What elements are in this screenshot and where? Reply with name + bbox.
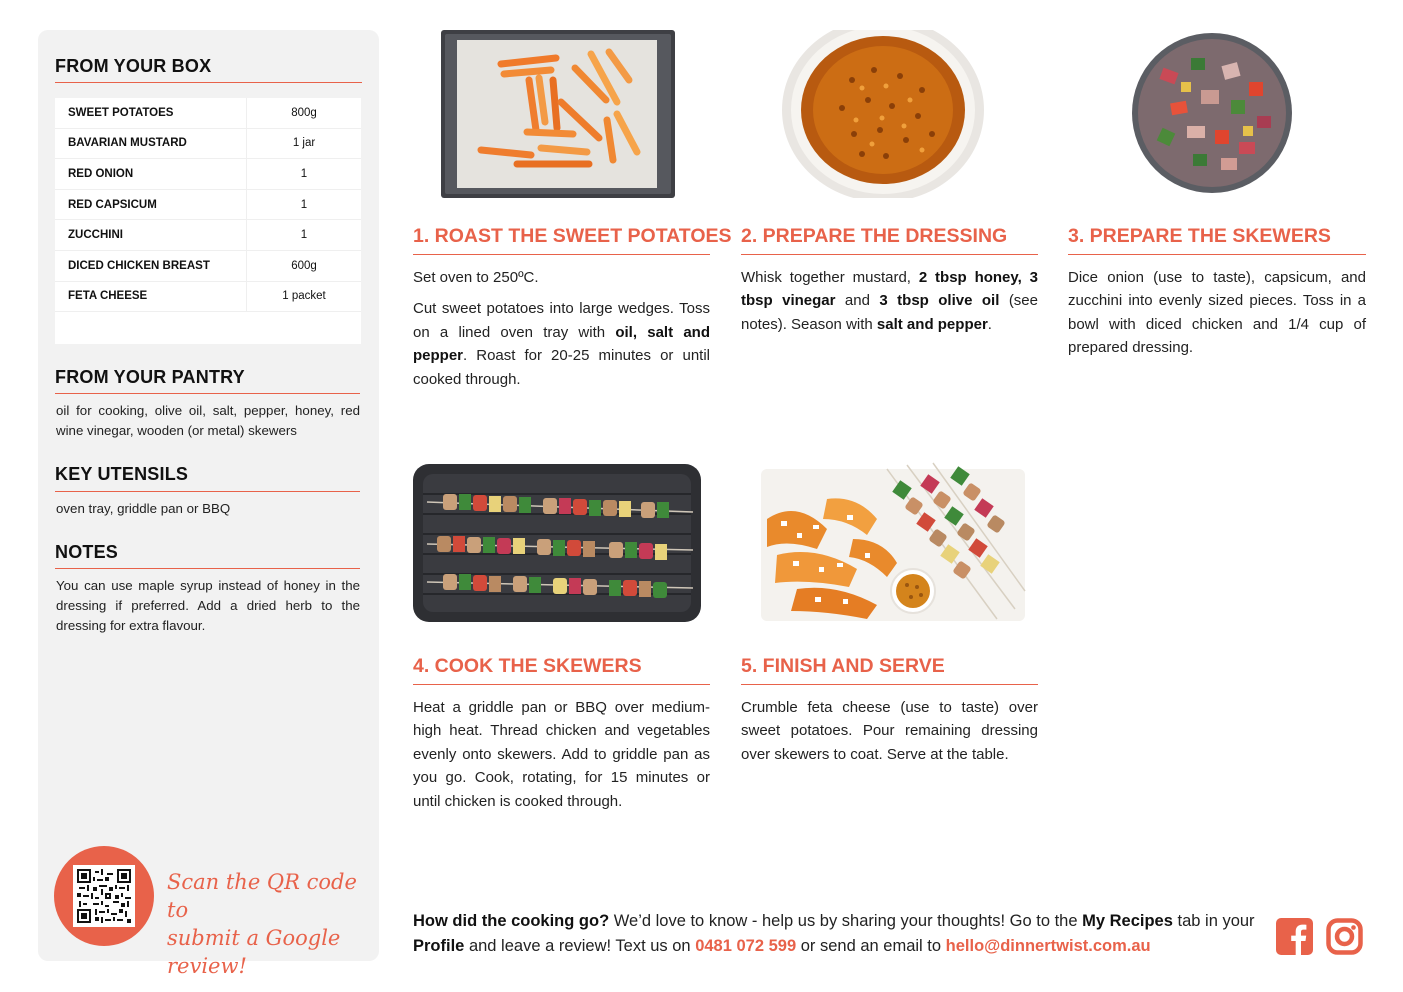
- step-1-text: Set oven to 250ºC. Cut sweet potatoes into large wedges. Toss on a lined oven tray with oil, salt and pepper. Roast for 20-25 minutes or until cooked through.: [413, 269, 710, 388]
- heading-rule: [55, 393, 360, 394]
- step-1-title: 1. ROAST THE SWEET POTATOES: [413, 225, 732, 247]
- step-2-photo: [782, 30, 985, 198]
- notes-heading: NOTES: [55, 542, 119, 562]
- heading-rule: [1068, 254, 1366, 255]
- step-3-text: Dice onion (use to taste), capsicum, and zucchini into evenly sized pieces. Toss in a bowl with diced chicken and 1/4 cup of prepared dressing.: [1068, 269, 1366, 357]
- from-your-pantry-heading: FROM YOUR PANTRY: [55, 367, 245, 387]
- phone-link[interactable]: 0481 072 599: [695, 937, 797, 955]
- step-5-title: 5. FINISH AND SERVE: [741, 655, 945, 677]
- step-3-photo: [1131, 30, 1294, 196]
- heading-rule: [741, 684, 1038, 685]
- qr-code[interactable]: [73, 865, 135, 927]
- heading-rule: [55, 82, 362, 83]
- step-2-text: Whisk together mustard, 2 tbsp honey, 3 tbsp vinegar and 3 tbsp olive oil (see notes). Season with salt and pepper.: [741, 269, 1038, 333]
- table-row: DICED CHICKEN BREAST 600g: [55, 251, 361, 282]
- heading-rule: [413, 684, 710, 685]
- notes-text: You can use maple syrup instead of honey in the dressing if preferred. Add a dried herb to the dressing for extra flavour.: [56, 578, 360, 633]
- step-2-title: 2. PREPARE THE DRESSING: [741, 225, 1008, 247]
- step-4-title: 4. COOK THE SKEWERS: [413, 655, 642, 677]
- box-ingredients-table: [55, 98, 361, 344]
- qr-caption: Scan the QR code to submit a Google review!: [167, 870, 357, 978]
- table-row: RED ONION 1: [55, 159, 361, 190]
- table-row: BAVARIAN MUSTARD 1 jar: [55, 129, 361, 160]
- step-5-text: Crumble feta cheese (use to taste) over sweet potatoes. Pour remaining dressing over skewers to coat. Serve at the table.: [741, 699, 1038, 763]
- review-prompt: How did the cooking go? We’d love to know - help us by sharing your thoughts! Go to the My Recipes tab in your Profile and leave a review! Text us on 0481 072 599 or send an email to hello@dinnertwist.com.au: [413, 912, 1255, 955]
- ingredients-panel: [38, 30, 379, 978]
- from-your-box-heading: FROM YOUR BOX: [55, 56, 212, 76]
- heading-rule: [55, 568, 360, 569]
- heading-rule: [741, 254, 1038, 255]
- table-row: ZUCCHINI 1: [55, 220, 361, 251]
- email-link[interactable]: hello@dinnertwist.com.au: [945, 937, 1151, 955]
- facebook-icon[interactable]: [1276, 918, 1313, 955]
- table-row: FETA CHEESE 1 packet: [55, 282, 361, 313]
- table-row: RED CAPSICUM 1: [55, 190, 361, 221]
- qr-badge: [54, 846, 154, 946]
- table-row: SWEET POTATOES 800g: [55, 98, 361, 129]
- pantry-text: oil for cooking, olive oil, salt, pepper, honey, red wine vinegar, wooden (or metal) skewers: [56, 403, 360, 438]
- heading-rule: [55, 491, 360, 492]
- heading-rule: [413, 254, 710, 255]
- step-4-photo: [413, 464, 701, 622]
- step-4-text: Heat a griddle pan or BBQ over medium-high heat. Thread chicken and vegetables evenly onto skewers. Add to griddle pan as you go. Cook, rotating, for 15 minutes or until chicken is cooked through.: [413, 699, 710, 810]
- utensils-text: oven tray, griddle pan or BBQ: [56, 501, 231, 516]
- instagram-icon[interactable]: [1326, 918, 1363, 955]
- step-5-photo: [757, 459, 1030, 628]
- key-utensils-heading: KEY UTENSILS: [55, 464, 189, 484]
- step-1-photo: [441, 30, 675, 198]
- step-3-title: 3. PREPARE THE SKEWERS: [1068, 225, 1331, 247]
